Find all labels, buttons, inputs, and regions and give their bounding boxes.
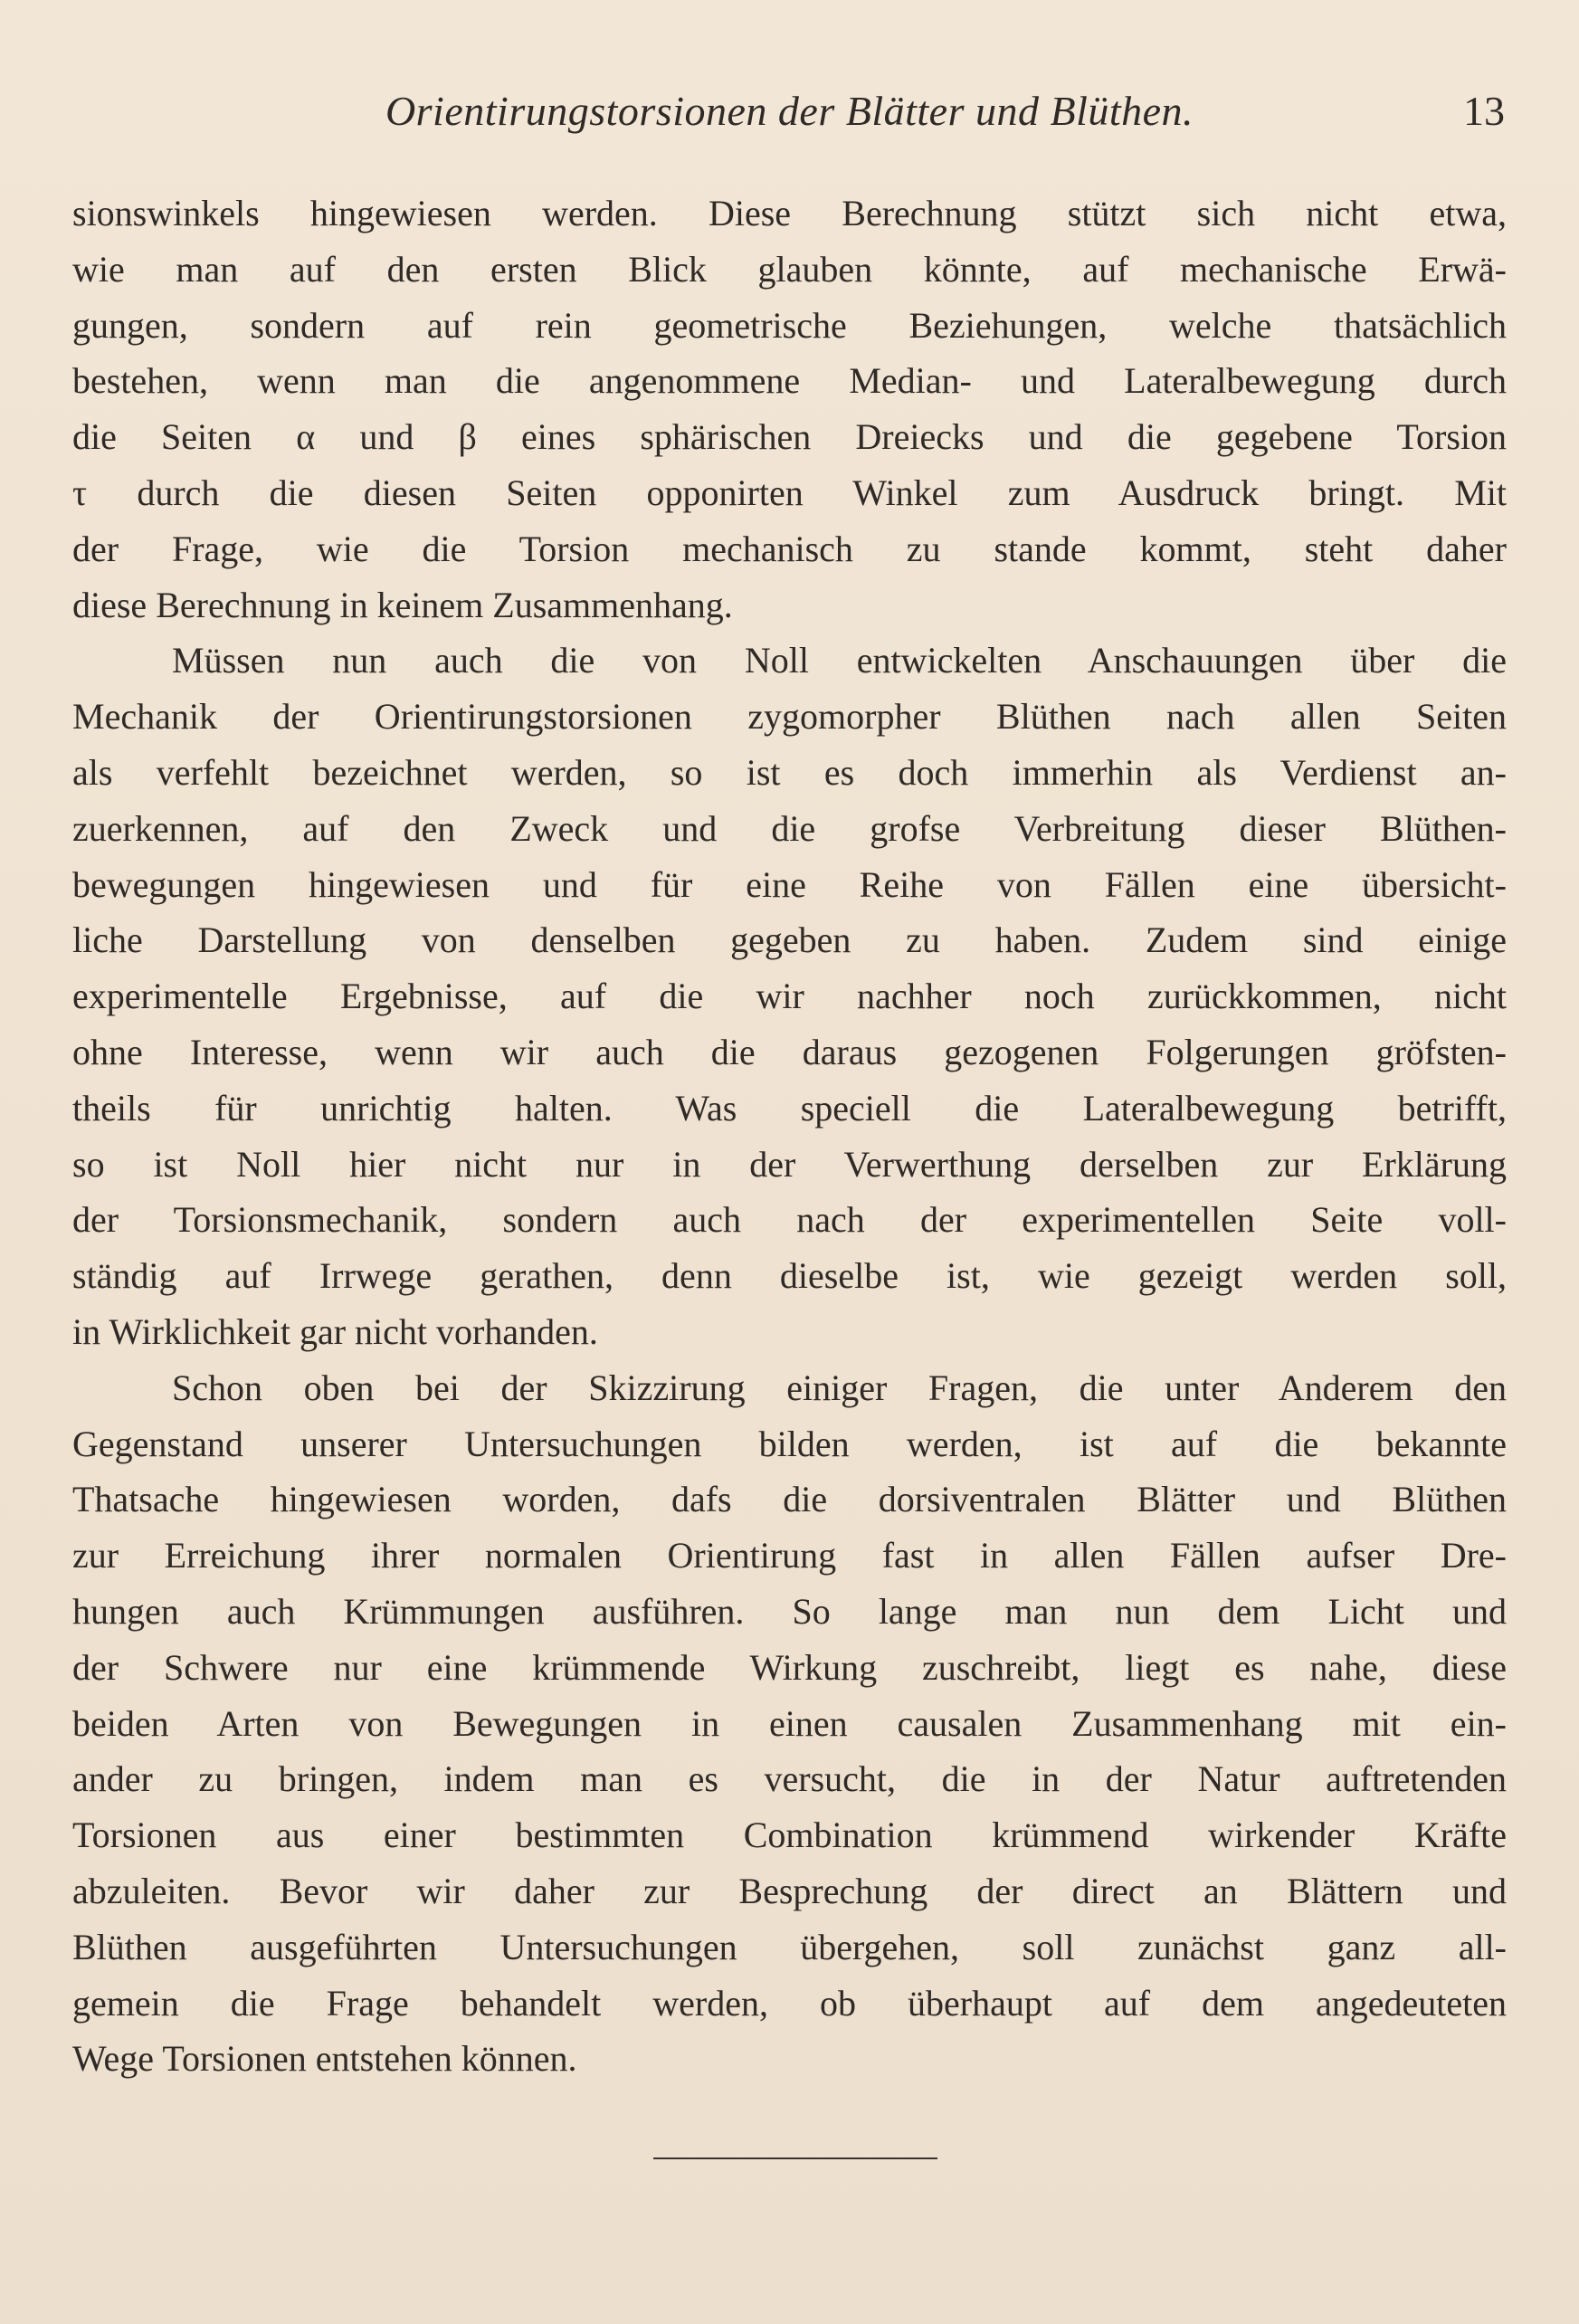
- text-line: Thatsache hingewiesen worden, dafs die dorsiventralen Blätter und Blüthen: [72, 1479, 1507, 1520]
- text-line: Müssen nun auch die von Noll entwickelten Anschauungen über die: [172, 640, 1507, 681]
- paragraph-3: [72, 1360, 1507, 2087]
- body-text: [72, 186, 1507, 2087]
- text-line: die Seiten α und β eines sphärischen Dreiecks und die gegebene Torsion: [72, 416, 1507, 458]
- text-line: der Schwere nur eine krümmende Wirkung zuschreibt, liegt es nahe, diese: [72, 1646, 1507, 1688]
- text-line: ohne Interesse, wenn wir auch die daraus gezogenen Folgerungen gröfsten-: [72, 1031, 1507, 1072]
- text-line: der Frage, wie die Torsion mechanisch zu stande kommt, steht daher: [72, 528, 1507, 569]
- text-line: diese Berechnung in keinem Zusammenhang.: [72, 584, 733, 625]
- text-line: ständig auf Irrwege gerathen, denn dieselbe ist, wie gezeigt werden soll,: [72, 1255, 1507, 1297]
- text-line: so ist Noll hier nicht nur in der Verwerthung derselben zur Erklärung: [72, 1143, 1507, 1185]
- text-line: als verfehlt bezeichnet werden, so ist es doch immerhin als Verdienst an-: [72, 751, 1507, 793]
- text-line: abzuleiten. Bevor wir daher zur Besprechung der direct an Blättern und: [72, 1870, 1507, 1911]
- text-line: ander zu bringen, indem man es versucht, die in der Natur auftretenden: [72, 1758, 1507, 1800]
- text-line: Torsionen aus einer bestimmten Combination krümmend wirkender Kräfte: [72, 1814, 1507, 1856]
- running-title: Orientirungstorsionen der Blätter und Blüthen.: [385, 88, 1194, 134]
- text-line: beiden Arten von Bewegungen in einen causalen Zusammenhang mit ein-: [72, 1702, 1507, 1744]
- text-line: gemein die Frage behandelt werden, ob überhaupt auf dem angedeuteten: [72, 1982, 1507, 2024]
- text-line: Mechanik der Orientirungstorsionen zygomorpher Blüthen nach allen Seiten: [72, 696, 1507, 738]
- text-line: sionswinkels hingewiesen werden. Diese Berechnung stützt sich nicht etwa,: [72, 193, 1507, 233]
- end-rule-divider: [653, 2157, 937, 2159]
- text-line: Gegenstand unserer Untersuchungen bilden werden, ist auf die bekannte: [72, 1423, 1507, 1464]
- text-line: theils für unrichtig halten. Was speciell die Lateralbewegung betrifft,: [72, 1087, 1507, 1129]
- page-header: [72, 87, 1507, 141]
- text-line: bewegungen hingewiesen und für eine Reihe von Fällen eine übersicht-: [72, 863, 1507, 905]
- text-line: zuerkennen, auf den Zweck und die grofse Verbreitung dieser Blüthen-: [72, 807, 1507, 849]
- text-line: experimentelle Ergebnisse, auf die wir nachher noch zurückkommen, nicht: [72, 976, 1507, 1017]
- paragraph-2: [72, 633, 1507, 1359]
- paragraph-1: [72, 186, 1507, 633]
- text-line: Wege Torsionen entstehen können.: [72, 2038, 577, 2080]
- text-line: liche Darstellung von denselben gegeben zu haben. Zudem sind einige: [72, 919, 1507, 961]
- text-line: τ durch die diesen Seiten opponirten Winkel zum Ausdruck bringt. Mit: [72, 471, 1507, 513]
- text-line: in Wirklichkeit gar nicht vorhanden.: [72, 1310, 598, 1352]
- text-line: Schon oben bei der Skizzirung einiger Fragen, die unter Anderem den: [172, 1367, 1507, 1408]
- text-line: wie man auf den ersten Blick glauben könnte, auf mechanische Erwä-: [72, 248, 1507, 290]
- page-number: 13: [1463, 88, 1505, 134]
- text-line: der Torsionsmechanik, sondern auch nach der experimentellen Seite voll-: [72, 1199, 1507, 1241]
- text-line: hungen auch Krümmungen ausführen. So lange man nun dem Licht und: [72, 1590, 1507, 1632]
- text-line: bestehen, wenn man die angenommene Median- und Lateralbewegung durch: [72, 360, 1507, 402]
- text-line: gungen, sondern auf rein geometrische Beziehungen, welche thatsächlich: [72, 304, 1507, 346]
- text-line: Blüthen ausgeführten Untersuchungen übergehen, soll zunächst ganz all-: [72, 1926, 1507, 1967]
- text-line: zur Erreichung ihrer normalen Orientirung fast in allen Fällen aufser Dre-: [72, 1535, 1507, 1576]
